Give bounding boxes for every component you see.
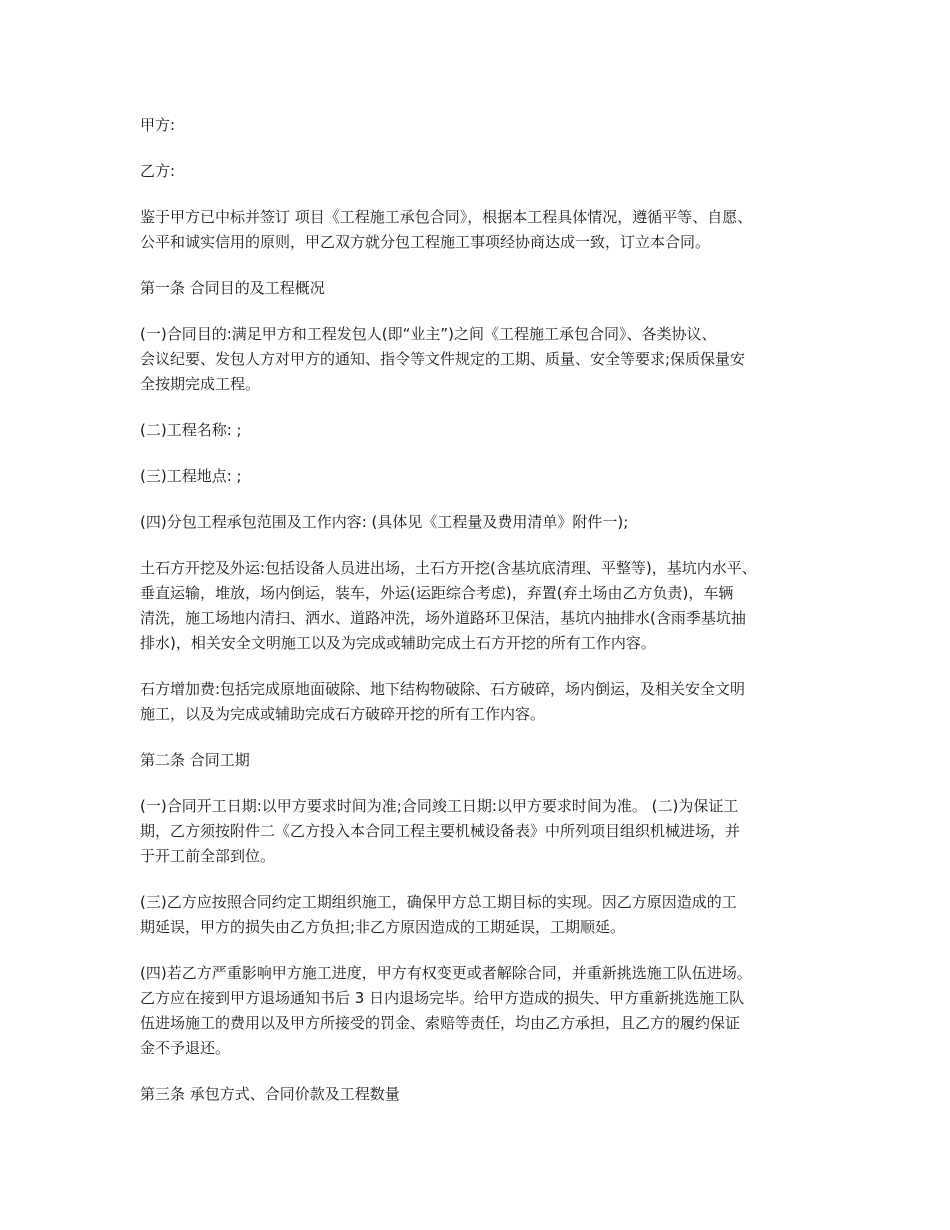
text-line: 公平和诚实信用的原则，甲乙双方就分包工程施工事项经协商达成一致，订立本合同。	[140, 233, 711, 251]
text-line: (四)若乙方严重影响甲方施工进度，甲方有权变更或者解除合同，并重新挑选施工队伍进场。	[140, 964, 752, 982]
document-body	[140, 113, 820, 1128]
project-name-paragraph	[140, 418, 820, 443]
text-line: 金不予退还。	[140, 1039, 231, 1057]
text-line: (一)合同目的:满足甲方和工程发包人(即“业主”)之间《工程施工承包合同》、各类协议、	[140, 325, 717, 343]
text-line: 土石方开挖及外运:包括设备人员进出场，土石方开挖(含基坑底清理、平整等)，基坑内水平、	[140, 559, 757, 577]
text-line: 于开工前全部到位。	[140, 847, 276, 865]
text-line: 乙方:	[140, 162, 176, 180]
rock-surcharge-paragraph	[140, 677, 820, 727]
text-line: (二)工程名称: ;	[140, 421, 242, 439]
text-line: 第一条 合同目的及工程概况	[140, 279, 325, 297]
text-line: 清洗，施工场地内清扫、洒水、道路冲洗，场外道路环卫保洁，基坑内抽排水(含雨季基坑抽	[140, 609, 746, 627]
article-2-heading	[140, 748, 820, 773]
party-b-label	[140, 159, 820, 184]
text-line: 全按期完成工程。	[140, 375, 261, 393]
text-line: 会议纪要、发包人方对甲方的通知、指令等文件规定的工期、质量、安全等要求;保质保量安	[140, 350, 746, 368]
party-a-label	[140, 113, 820, 138]
text-line: 垂直运输，堆放，场内倒运，装车，外运(运距综合考虑)，弃置(弃土场由乙方负责)，车辆	[140, 584, 734, 602]
text-line: 第三条 承包方式、合同价款及工程数量	[140, 1085, 400, 1103]
project-location-paragraph	[140, 464, 820, 489]
text-line: 石方增加费:包括完成原地面破除、地下结构物破除、石方破碎，场内倒运，及相关安全文明	[140, 680, 746, 698]
article-1-heading	[140, 276, 820, 301]
text-line: (四)分包工程承包范围及工作内容: (具体见《工程量及费用清单》附件一);	[140, 513, 629, 531]
text-line: 期，乙方须按附件二《乙方投入本合同工程主要机械设备表》中所列项目组织机械进场，并	[140, 822, 741, 840]
schedule-paragraph	[140, 794, 820, 869]
text-line: (三)乙方应按照合同约定工期组织施工，确保甲方总工期目标的实现。因乙方原因造成的工	[140, 893, 737, 911]
text-line: 甲方:	[140, 116, 176, 134]
text-line: 施工，以及为完成或辅助完成石方破碎开挖的所有工作内容。	[140, 705, 546, 723]
text-line: 伍进场施工的费用以及甲方所接受的罚金、索赔等责任，均由乙方承担，且乙方的履约保证	[140, 1014, 741, 1032]
text-line: 期延误，甲方的损失由乙方负担;非乙方原因造成的工期延误，工期顺延。	[140, 918, 626, 936]
text-line: 鉴于甲方已中标并签订 项目《工程施工承包合同》，根据本工程具体情况，遵循平等、自愿、	[140, 208, 753, 226]
text-line: (三)工程地点: ;	[140, 467, 242, 485]
contract-purpose-paragraph	[140, 322, 820, 397]
termination-paragraph	[140, 961, 820, 1061]
preamble-paragraph	[140, 205, 820, 255]
article-3-heading	[140, 1082, 820, 1107]
text-line: 排水)，相关安全文明施工以及为完成或辅助完成土石方开挖的所有工作内容。	[140, 634, 656, 652]
text-line: 乙方应在接到甲方退场通知书后 3 日内退场完毕。给甲方造成的损失、甲方重新挑选施工队	[140, 989, 745, 1007]
earthwork-paragraph	[140, 556, 820, 656]
scope-paragraph	[140, 510, 820, 535]
delay-paragraph	[140, 890, 820, 940]
text-line: (一)合同开工日期:以甲方要求时间为准;合同竣工日期:以甲方要求时间为准。 (二)为保证工	[140, 797, 739, 815]
text-line: 第二条 合同工期	[140, 751, 250, 769]
